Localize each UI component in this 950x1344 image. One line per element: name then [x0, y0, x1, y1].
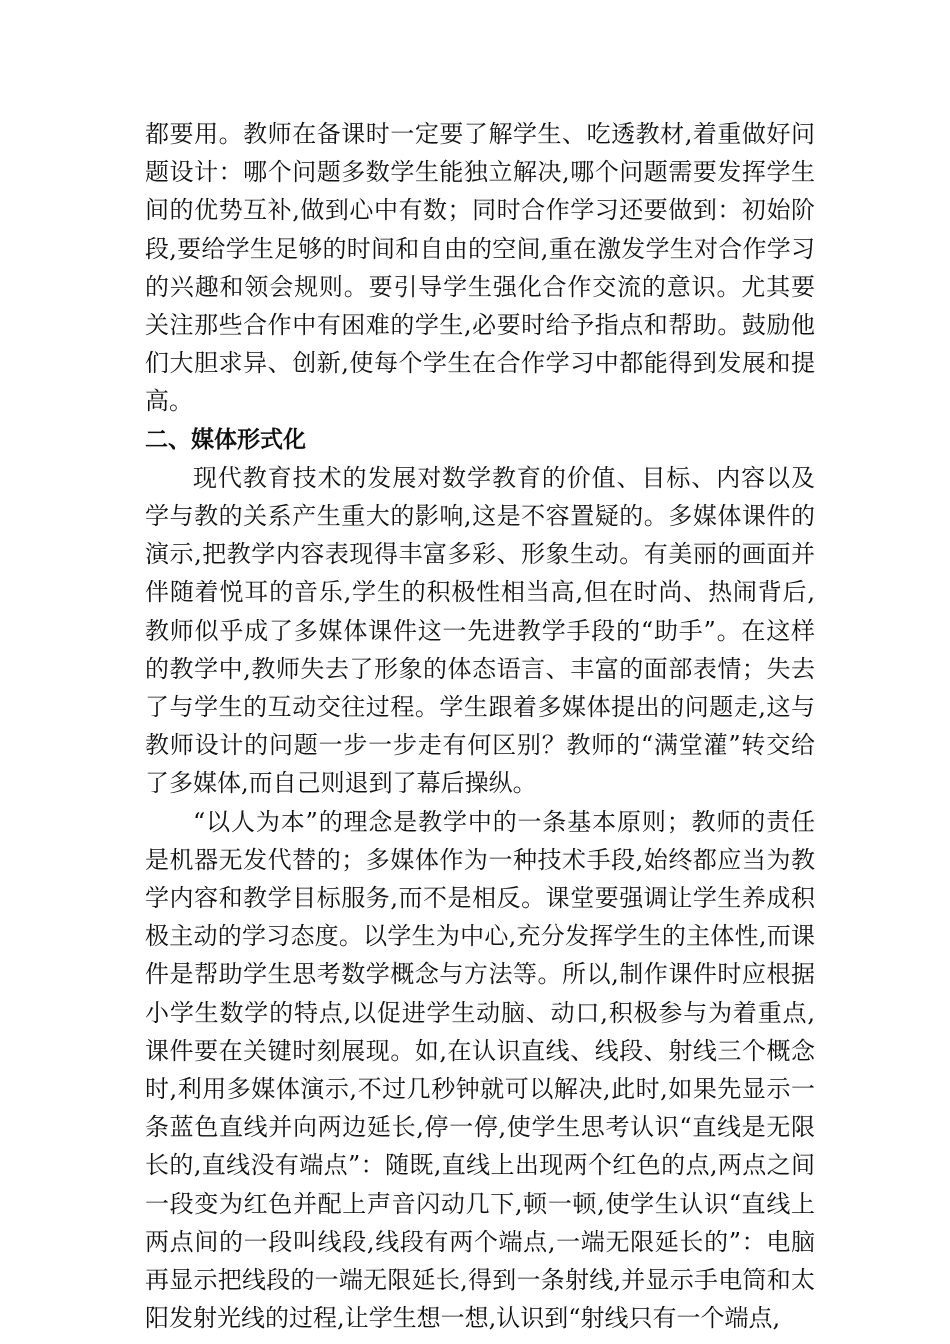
paragraph-media-1: 现代教育技术的发展对数学教育的价值、目标、内容以及学与教的关系产生重大的影响,这是不容置疑的。多媒体课件的演示,把教学内容表现得丰富多彩、形象生动。有美丽的画面并伴随着悦耳的音乐,学生的积极性相当高,但在时尚、热闹背后,教师似乎成了多媒体课件这一先进教学手段的“助手”。在这样的教学中,教师失去了形象的体态语言、丰富的面部表情；失去了与学生的互动交往过程。学生跟着多媒体提出的问题走,这与教师设计的问题一步一步走有何区别？教师的“满堂灌”转交给了多媒体,而自己则退到了幕后操纵。	[145, 463, 815, 798]
document-page	[145, 115, 815, 1338]
section-heading-media: 二、媒体形式化	[145, 426, 306, 453]
paragraph-continued: 都要用。教师在备课时一定要了解学生、吃透教材,着重做好问题设计：哪个问题多数学生能独立解决,哪个问题需要发挥学生间的优势互补,做到心中有数；同时合作学习还要做到：初始阶段,要给学生足够的时间和自由的空间,重在激发学生对合作学习的兴趣和领会规则。要引导学生强化合作交流的意识。尤其要关注那些合作中有困难的学生,必要时给予指点和帮助。鼓励他们大胆求异、创新,使每个学生在合作学习中都能得到发展和提高。	[145, 120, 815, 416]
paragraph-media-2: “以人为本”的理念是教学中的一条基本原则；教师的责任是机器无发代替的；多媒体作为一种技术手段,始终都应当为教学内容和教学目标服务,而不是相反。课堂要强调让学生养成积极主动的学习态度。以学生为中心,充分发挥学生的主体性,而课件是帮助学生思考数学概念与方法等。所以,制作课件时应根据小学生数学的特点,以促进学生动脑、动口,积极参与为着重点,课件要在关键时刻展现。如,在认识直线、线段、射线三个概念时,利用多媒体演示,不过几秒钟就可以解决,此时,如果先显示一条蓝色直线并向两边延长,停一停,使学生思考认识“直线是无限长的,直线没有端点”：随既,直线上出现两个红色的点,两点之间一段变为红色并配上声音闪动几下,顿一顿,使学生认识“直线上两点间的一段叫线段,线段有两个端点,一端无限延长的”：电脑再显示把线段的一端无限延长,得到一条射线,并显示手电筒和太阳发射光线的过程,让学生想一想,认识到“射线只有一个端点,	[145, 807, 815, 1333]
